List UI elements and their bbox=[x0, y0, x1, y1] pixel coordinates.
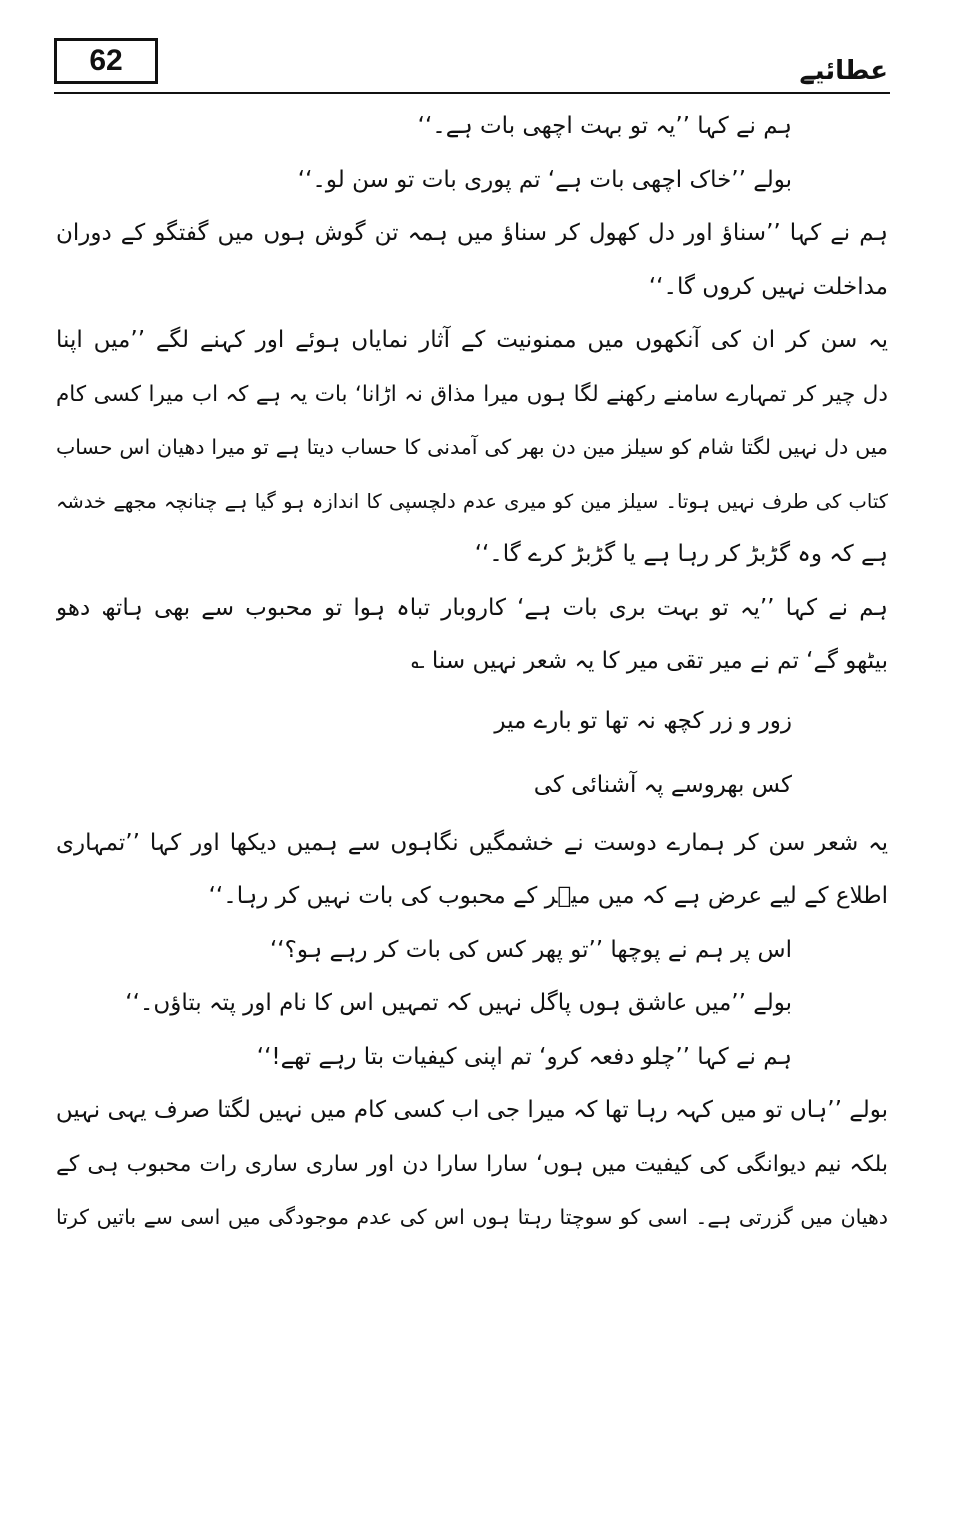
text-line: بلکہ نیم دیوانگی کی کیفیت میں ہوں‘ سارا سارا دن اور ساری ساری رات محبوب ہی کے bbox=[56, 1151, 888, 1177]
text-line: یہ شعر سن کر ہمارے دوست نے خشمگیں نگاہوں سے ہمیں دیکھا اور کہا ’’تمہاری bbox=[56, 829, 888, 856]
text-line: میں دل نہیں لگتا شام کو سیلز مین دن بھر کی آمدنی کا حساب دیتا ہے تو میرا دھیان اس حساب bbox=[56, 435, 888, 459]
text-line: اس پر ہم نے پوچھا ’’تو پھر کس کی بات کر رہے ہو؟‘‘ bbox=[269, 936, 792, 963]
text-line: ہم نے کہا ’’سناؤ اور دل کھول کر سناؤ میں ہمہ تن گوش ہوں میں گفتگو کے دوران bbox=[56, 220, 888, 246]
text-line: کتاب کی طرف نہیں ہوتا۔ سیلز مین کو میری عدم دلچسپی کا اندازہ ہو گیا ہے چنانچہ مجھے خدشہ bbox=[56, 489, 888, 513]
text-line: دھیان میں گزرتی ہے۔ اسی کو سوچتا رہتا ہوں اس کی عدم موجودگی میں اسی سے باتیں کرتا bbox=[56, 1205, 888, 1229]
text-line: یہ سن کر ان کی آنکھوں میں ممنونیت کے آثار نمایاں ہوئے اور کہنے لگے ’’میں اپنا bbox=[56, 327, 888, 353]
page-number bbox=[54, 38, 158, 84]
text-line: بولے ’’میں عاشق ہوں پاگل نہیں کہ تمہیں اس کا نام اور پتہ بتاؤں۔‘‘ bbox=[125, 990, 792, 1016]
running-title: عطائیے bbox=[799, 56, 888, 86]
page-number-text: 62 bbox=[89, 44, 123, 77]
text-line: ہے کہ وہ گڑبڑ کر رہا ہے یا گڑبڑ کرے گا۔‘‘ bbox=[474, 541, 888, 567]
verse-line: کس بھروسے پہ آشنائی کی bbox=[533, 771, 792, 798]
text-line: ہم نے کہا ’’یہ تو بہت بری بات ہے‘ کاروبار تباہ ہوا تو محبوب سے بھی ہاتھ دھو bbox=[56, 594, 888, 621]
text-line: ہم نے کہا ’’چلو دفعہ کرو‘ تم اپنی کیفیات بتا رہے تھے!‘‘ bbox=[256, 1043, 792, 1070]
body-text bbox=[56, 100, 888, 1245]
text-line: مداخلت نہیں کروں گا۔‘‘ bbox=[648, 273, 888, 300]
text-line: بیٹھو گے‘ تم نے میر تقی میر کا یہ شعر نہیں سنا ؎ bbox=[411, 648, 888, 674]
text-line: بولے ’’خاک اچھی بات ہے‘ تم پوری بات تو سن لو۔‘‘ bbox=[297, 166, 792, 193]
verse-line: زور و زر کچھ نہ تھا تو بارے میر bbox=[494, 707, 792, 734]
text-line: بولے ’’ہاں تو میں کہہ رہا تھا کہ میرا جی اب کسی کام میں نہیں لگتا صرف یہی نہیں bbox=[56, 1097, 888, 1123]
text-line: اطلاع کے لیے عرض ہے کہ میں میؔر کے محبوب کی بات نہیں کر رہا۔‘‘ bbox=[208, 883, 888, 909]
text-line: ہم نے کہا ’’یہ تو بہت اچھی بات ہے۔‘‘ bbox=[417, 113, 792, 139]
text-line: دل چیر کر تمہارے سامنے رکھنے لگا ہوں میرا مذاق نہ اڑانا‘ بات یہ ہے کہ اب میرا کسی کام bbox=[56, 381, 888, 407]
header-divider bbox=[54, 92, 890, 94]
